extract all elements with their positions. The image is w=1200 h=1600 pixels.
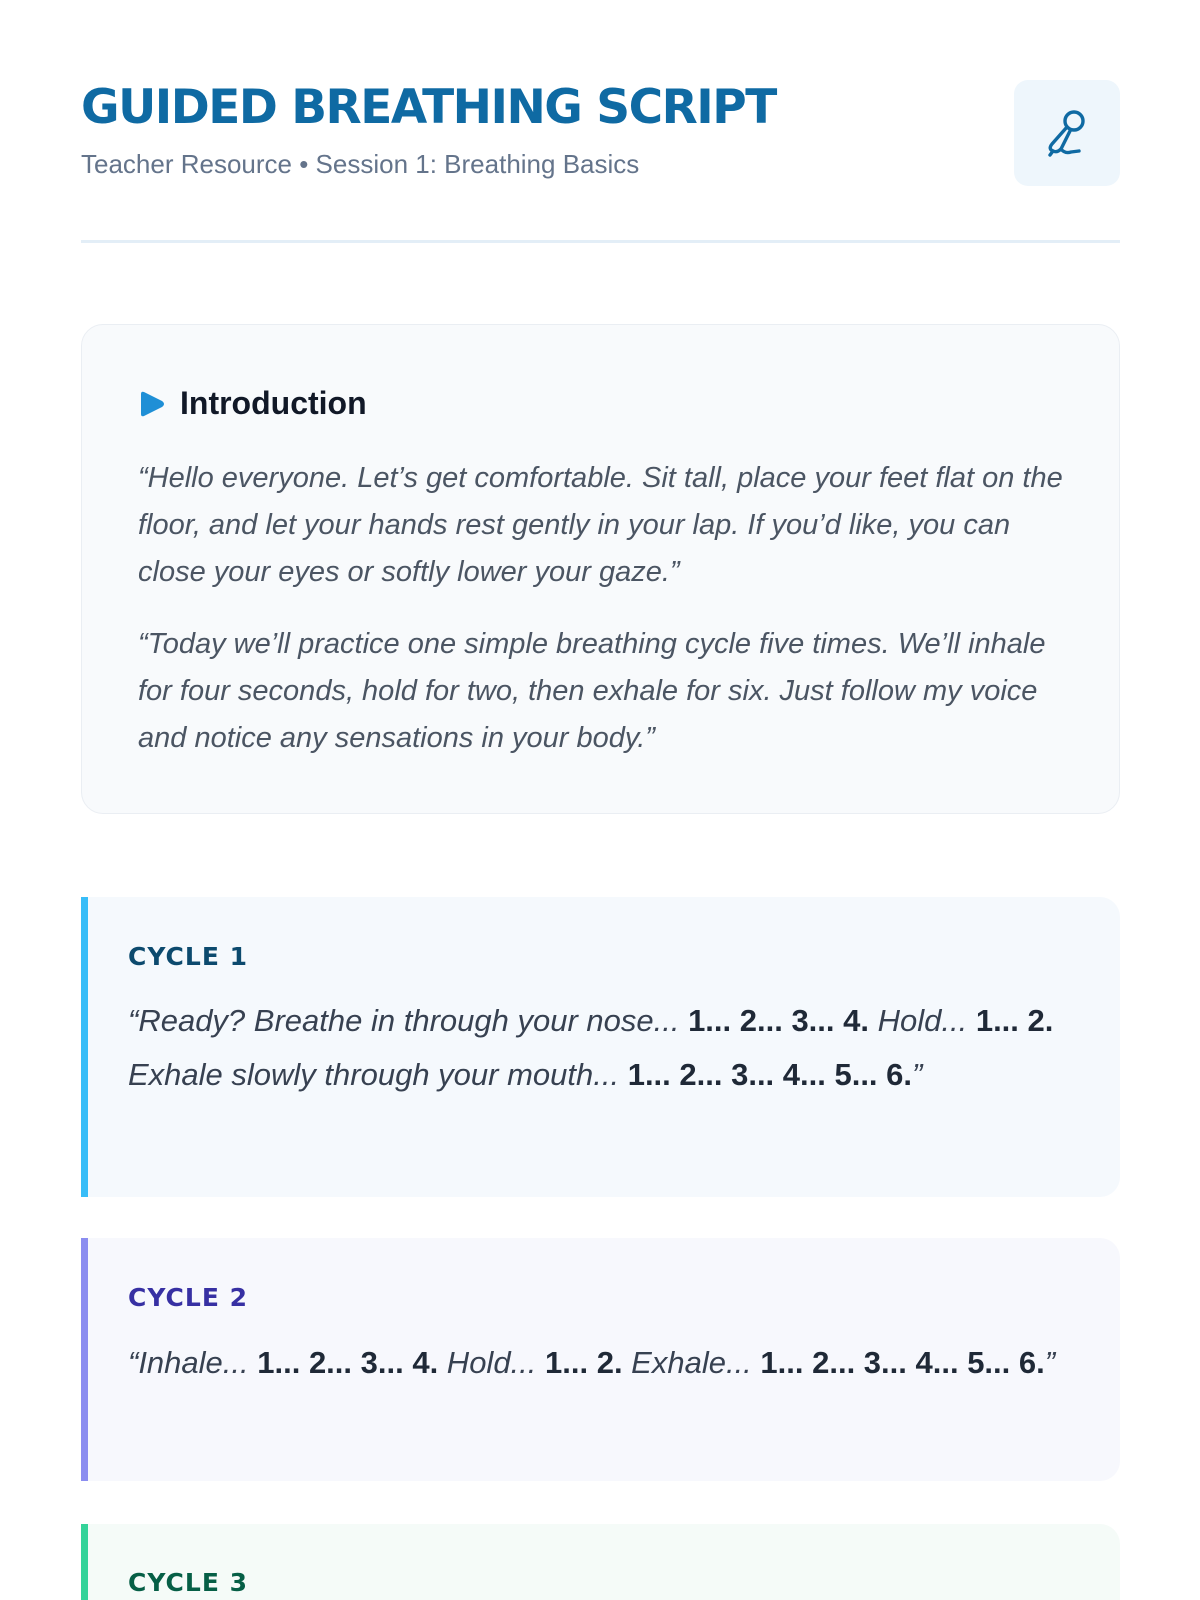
cycle-accent-bar: [81, 897, 88, 1197]
page-title: GUIDED BREATHING SCRIPT: [81, 80, 776, 135]
cycle-text-segment: Hold...: [869, 1003, 976, 1038]
cycle-text-segment: ”: [1044, 1345, 1056, 1380]
cycle-text-segment: “Inhale...: [128, 1345, 258, 1380]
cycle-count: 1... 2... 3... 4.: [257, 1345, 439, 1380]
intro-heading: [140, 385, 367, 422]
cycle-card-3: [81, 1524, 1120, 1600]
play-icon: [140, 390, 166, 418]
intro-paragraph: “Today we’ll practice one simple breathing cycle five times. We’ll inhale for four seconds, hold for two, then exhale for six. Just follow my voice and notice any sensations in your body.”: [138, 628, 1046, 754]
microphone-button[interactable]: [1014, 80, 1120, 186]
cycle-text-segment: Hold...: [438, 1345, 546, 1380]
cycle-card-1: [81, 897, 1120, 1197]
header-divider: [81, 240, 1120, 243]
cycle-label: CYCLE 2: [128, 1283, 249, 1312]
cycle-text-segment: Exhale...: [622, 1345, 761, 1380]
cycle-count: 1... 2.: [975, 1003, 1054, 1038]
cycle-accent-bar: [81, 1524, 88, 1600]
cycle-count: 1... 2.: [545, 1345, 623, 1380]
intro-paragraph: “Hello everyone. Let’s get comfortable. Sit tall, place your feet flat on the floor, and let your hands rest gently in your lap. If you’d like, you can close your eyes or softly lower your gaze.”: [138, 462, 1063, 588]
cycle-script: [128, 994, 1078, 1102]
microphone-icon: [1043, 107, 1091, 159]
cycle-text-segment: Exhale slowly through your mouth...: [128, 1057, 628, 1092]
cycle-count: 1... 2... 3... 4... 5... 6.: [760, 1345, 1045, 1380]
cycle-card-2: [81, 1238, 1120, 1481]
intro-card: [81, 324, 1120, 814]
cycle-script: [128, 1336, 1078, 1390]
cycle-count: 1... 2... 3... 4.: [688, 1003, 869, 1038]
cycle-accent-bar: [81, 1238, 88, 1481]
header: [81, 80, 1120, 188]
cycle-label: CYCLE 3: [128, 1568, 249, 1597]
cycle-label: CYCLE 1: [128, 942, 249, 971]
page-subtitle: Teacher Resource • Session 1: Breathing Basics: [81, 149, 640, 179]
cycle-text-segment: ”: [912, 1057, 923, 1092]
intro-title: Introduction: [180, 385, 367, 421]
cycle-count: 1... 2... 3... 4... 5... 6.: [627, 1057, 913, 1092]
cycle-text-segment: “Ready? Breathe in through your nose...: [128, 1003, 689, 1038]
